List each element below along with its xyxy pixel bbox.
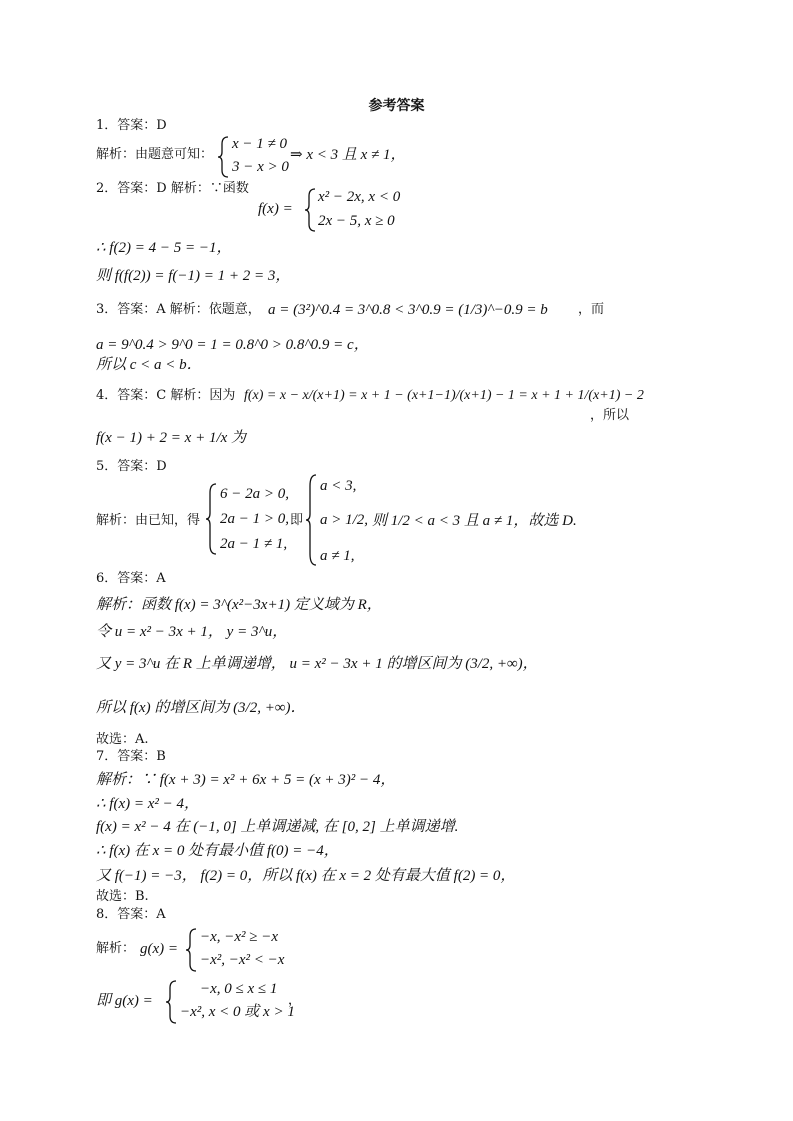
answer-1-result: ⇒ x < 3 且 x ≠ 1， xyxy=(290,147,406,163)
answer-6-line-5: 故选：A. xyxy=(96,732,149,747)
brace-2 xyxy=(305,188,317,232)
answer-6: 6．答案：A xyxy=(96,571,166,586)
answer-1-system-line-2: 3 − x > 0 xyxy=(232,159,289,175)
brace-8a xyxy=(186,928,198,972)
answer-4-expr: f(x) = x − x/(x+1) = x + 1 − (x+1−1)/(x+1) − 1 = x + 1 + 1/(x+1) − 2 xyxy=(244,388,644,403)
answer-2-case-1: x² − 2x, x < 0 xyxy=(318,189,401,205)
answer-3-prefix: 3．答案：A 解析：依题意， xyxy=(96,302,261,317)
brace-1 xyxy=(218,136,230,178)
answer-2-case-2: 2x − 5, x ≥ 0 xyxy=(318,213,395,229)
answer-8-def-1: −x, 0 ≤ x ≤ 1 xyxy=(200,981,278,997)
answer-5-t-2: a > 1/2, xyxy=(320,512,369,528)
answer-2-f: f(x) = xyxy=(258,201,293,217)
brace-5b xyxy=(306,474,318,566)
answer-7-line-2: ∴ f(x) = x² − 4， xyxy=(96,796,200,812)
answer-8-case-2: −x², −x² < −x xyxy=(200,952,285,968)
answer-8-prefix: 解析： xyxy=(96,941,136,956)
answer-8-g: g(x) = xyxy=(140,941,179,957)
answer-3-line-3: 所以 c < a < b． xyxy=(96,357,202,373)
answer-2-line-1: ∴ f(2) = 4 − 5 = −1， xyxy=(96,240,232,256)
answer-7-line-4: ∴ f(x) 在 x = 0 处有最小值 f(0) = −4， xyxy=(96,843,339,859)
answer-4-prefix: 4．答案：C 解析：因为 xyxy=(96,388,236,403)
answer-6-line-4: 所以 f(x) 的增区间为 (3/2, +∞)． xyxy=(96,700,306,716)
answer-5-sys-1: 6 − 2a > 0, xyxy=(220,486,289,502)
answer-2: 2．答案：D 解析：∵函数 xyxy=(96,181,249,196)
answer-6-line-2: 令 u = x² − 3x + 1， y = 3^u， xyxy=(96,624,288,640)
answer-8-case-1: −x, −x² ≥ −x xyxy=(200,929,279,945)
answer-5-result: 则 1/2 < a < 3 且 a ≠ 1，故选 D. xyxy=(372,513,577,529)
answer-8-prefix-2: 即 g(x) = xyxy=(96,993,153,1009)
page-title: 参考答案 xyxy=(368,98,425,114)
answer-7-line-3: f(x) = x² − 4 在 (−1, 0] 上单调递减, 在 [0, 2] 上单调递增. xyxy=(96,819,459,835)
answer-5-prefix: 解析：由已知，得 xyxy=(96,513,201,528)
answer-8-def-2: −x², x < 0 或 x > 1 xyxy=(180,1004,295,1020)
answer-6-line-1: 解析：函数 f(x) = 3^(x²−3x+1) 定义域为 R， xyxy=(96,597,382,613)
answer-4-line-2: f(x − 1) + 2 = x + 1/x 为 xyxy=(96,430,247,446)
answer-7-line-1: 解析：∵ f(x + 3) = x² + 6x + 5 = (x + 3)² − 4， xyxy=(96,772,396,788)
answer-7-line-5: 又 f(−1) = −3， f(2) = 0，所以 f(x) 在 x = 2 处有最大值 f(2) = 0， xyxy=(96,868,516,884)
answer-2-line-2: 则 f(f(2)) = f(−1) = 1 + 2 = 3， xyxy=(96,268,291,284)
answer-7: 7．答案：B xyxy=(96,749,166,764)
brace-5a xyxy=(206,483,218,555)
answer-5-sys-2: 2a − 1 > 0, xyxy=(220,511,289,527)
answer-7-line-6: 故选：B. xyxy=(96,889,149,904)
answer-3-suffix: ，而 xyxy=(578,302,605,317)
answer-8: 8．答案：A xyxy=(96,907,166,922)
answer-8-end: ， xyxy=(288,993,302,1008)
answer-1: 1．答案：D xyxy=(96,118,167,133)
answer-6-line-3: 又 y = 3^u 在 R 上单调递增， u = x² − 3x + 1 的增区间为 (3/2, +∞)， xyxy=(96,656,538,672)
answer-5-mid: 即 xyxy=(290,513,304,528)
answer-3-expr: a = (3²)^0.4 = 3^0.8 < 3^0.9 = (1/3)^−0.9 = b xyxy=(268,302,548,318)
answer-4-suffix: ，所以 xyxy=(590,408,630,423)
answer-5: 5．答案：D xyxy=(96,459,167,474)
answer-3-line-2: a = 9^0.4 > 9^0 = 1 = 0.8^0 > 0.8^0.9 = c， xyxy=(96,337,369,353)
answer-1-system-line-1: x − 1 ≠ 0 xyxy=(232,136,288,152)
answer-5-sys-3: 2a − 1 ≠ 1, xyxy=(220,536,288,552)
brace-8b xyxy=(166,980,178,1024)
answer-5-t-3: a ≠ 1, xyxy=(320,548,355,564)
answer-1-explain-prefix: 解析：由题意可知： xyxy=(96,147,214,162)
answer-5-t-1: a < 3, xyxy=(320,478,357,494)
